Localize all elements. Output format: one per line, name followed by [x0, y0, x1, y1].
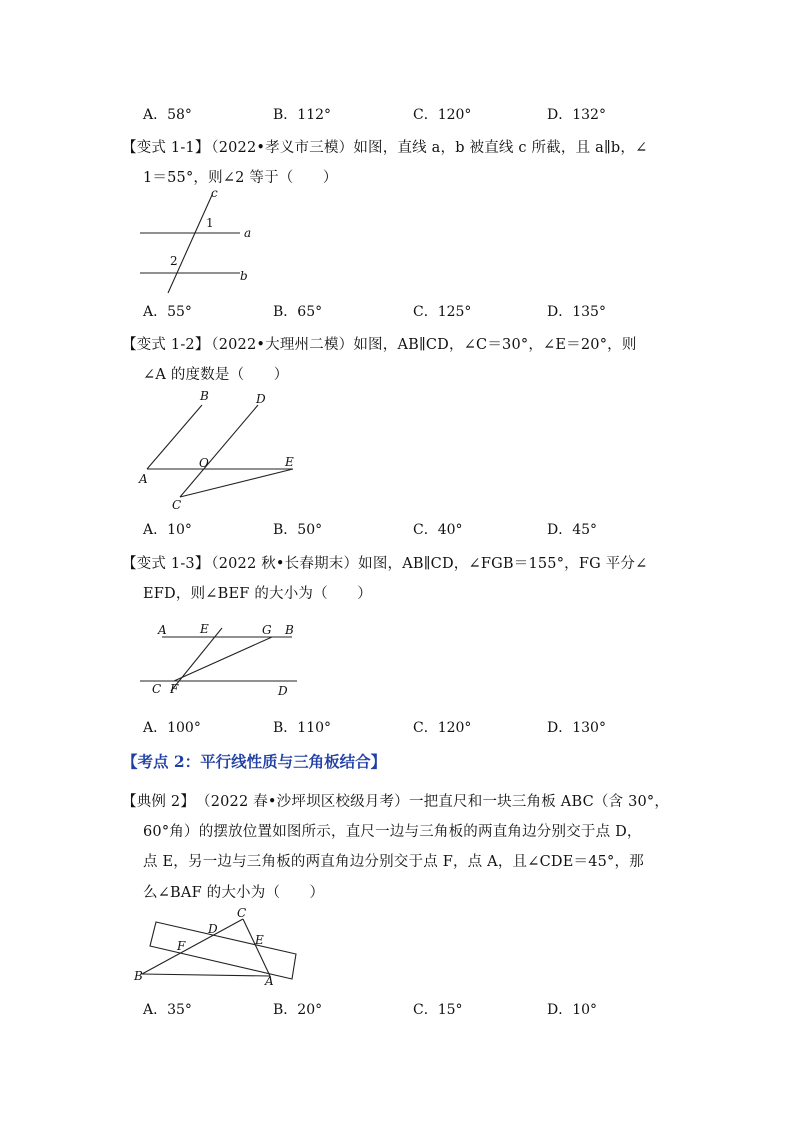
label-A: A	[265, 974, 274, 988]
figure-ab-cd-angles	[130, 385, 305, 515]
option-b: B．112°	[273, 107, 332, 123]
label-B: B	[285, 623, 294, 637]
label-C: C	[172, 498, 182, 512]
option-a: A．55°	[143, 304, 192, 320]
label-E: E	[285, 455, 294, 469]
option-a: A．58°	[143, 107, 192, 123]
option-c: C．40°	[413, 522, 463, 538]
label-C: C	[152, 682, 162, 696]
label-C: C	[237, 906, 247, 920]
label-D: D	[278, 684, 288, 698]
label-F: F	[170, 682, 179, 696]
question-text-line1: （2022•大理州二模）如图，AB∥CD，∠C＝30°，∠E＝20°，则	[204, 337, 637, 353]
question-label: 【变式 1-1】	[122, 140, 210, 156]
question-label: 【变式 1-3】	[122, 556, 210, 572]
option-b: B．65°	[273, 304, 323, 320]
question-text-line3: 点 E，另一边与三角板的两直角边分别交于点 F，点 A，且∠CDE＝45°，那	[143, 854, 644, 870]
label-E: E	[200, 622, 209, 636]
question-text-line1: （2022 秋•长春期末）如图，AB∥CD，∠FGB＝155°，FG 平分∠	[204, 556, 648, 572]
label-O: O	[199, 456, 209, 470]
label-D: D	[256, 392, 266, 406]
option-b: B．110°	[273, 720, 332, 736]
label-c: c	[211, 186, 218, 200]
option-d: D．10°	[547, 1002, 598, 1018]
option-d: D．135°	[547, 304, 606, 320]
option-d: D．45°	[547, 522, 598, 538]
label-a: a	[244, 226, 252, 240]
question-text-line2: ∠A 的度数是（ ）	[143, 367, 289, 383]
option-a: A．100°	[143, 720, 201, 736]
question-label: 【典例 2】	[122, 794, 196, 810]
option-c: C．120°	[413, 107, 472, 123]
figure-ruler-triangle	[130, 905, 305, 990]
label-D: D	[208, 922, 218, 936]
question-text-line2: EFD，则∠BEF 的大小为（ ）	[143, 586, 372, 602]
label-E: E	[255, 933, 264, 947]
option-b: B．50°	[273, 522, 323, 538]
option-d: D．130°	[547, 720, 606, 736]
question-text-line2: 60°角）的摆放位置如图所示，直尺一边与三角板的两直角边分别交于点 D，	[143, 824, 642, 840]
question-text-line4: 么∠BAF 的大小为（ ）	[143, 885, 325, 901]
option-a: A．10°	[143, 522, 192, 538]
label-B: B	[200, 389, 209, 403]
label-B: B	[134, 969, 143, 983]
label-b: b	[240, 269, 248, 283]
option-b: B．20°	[273, 1002, 323, 1018]
question-label: 【变式 1-2】	[122, 337, 210, 353]
figure-parallel-lines-transversal	[130, 185, 260, 297]
option-c: C．120°	[413, 720, 472, 736]
label-G: G	[262, 623, 272, 637]
figure-ab-cd-bisector	[130, 615, 305, 705]
option-d: D．132°	[547, 107, 606, 123]
section-heading: 【考点 2：平行线性质与三角板结合】	[122, 752, 387, 771]
option-c: C．125°	[413, 304, 472, 320]
label-A: A	[158, 623, 167, 637]
option-a: A．35°	[143, 1002, 192, 1018]
question-text-line1: （2022 春•沙坪坝区校级月考）一把直尺和一块三角板 ABC（含 30°，	[196, 794, 670, 810]
label-F: F	[177, 939, 186, 953]
label-A: A	[139, 472, 148, 486]
label-2: 2	[170, 254, 178, 268]
question-text-line1: （2022•孝义市三模）如图，直线 a，b 被直线 c 所截，且 a∥b，∠	[204, 140, 648, 156]
option-c: C．15°	[413, 1002, 463, 1018]
question-text-line2: 1＝55°，则∠2 等于（ ）	[143, 170, 338, 186]
label-1: 1	[206, 216, 214, 230]
